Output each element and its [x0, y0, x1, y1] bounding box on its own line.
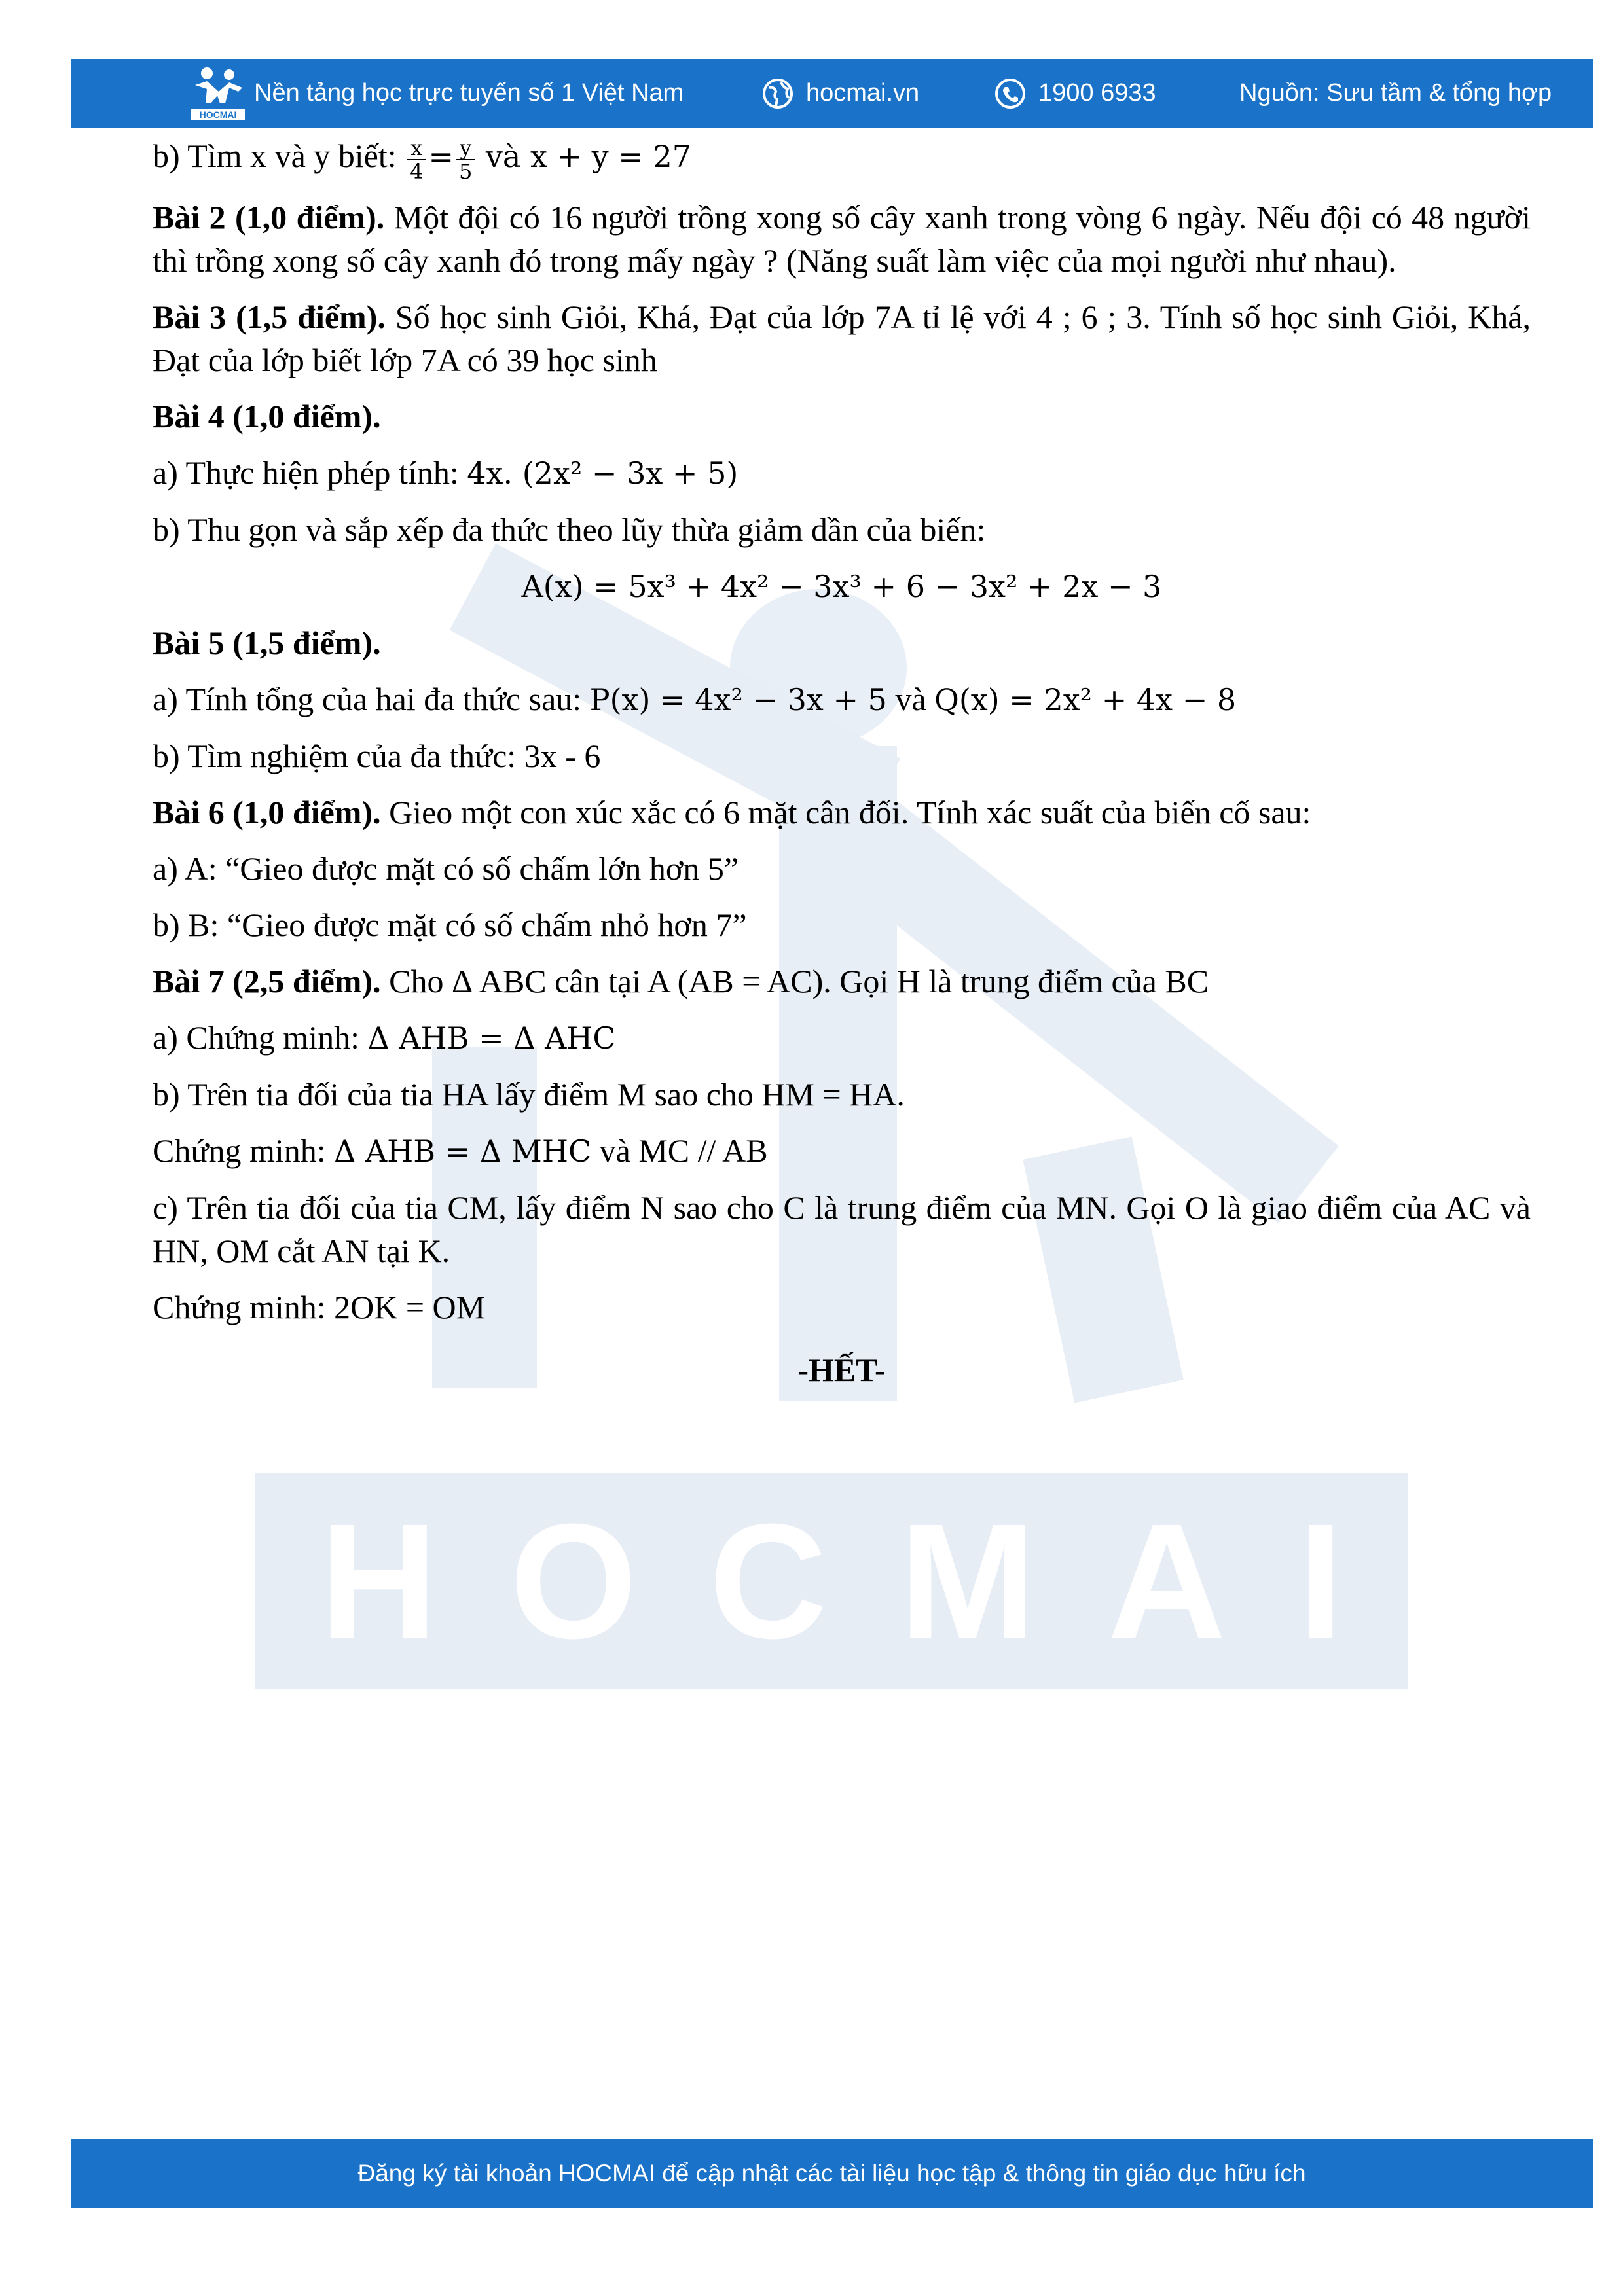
bai-5-title: Bài 5 (1,5 điểm).	[153, 624, 381, 661]
bai-5b: b) Tìm nghiệm của đa thức: 3x - 6	[153, 737, 601, 774]
question-1b: b) Tìm x và y biết: $\frac{x}{4}$ = $\frac{y}{5}$ và x + y = 27	[153, 135, 691, 184]
bai-6-title: Bài 6 (1,0 điểm).	[153, 793, 381, 831]
bai-7b: b) Trên tia đối của tia HA lấy điểm M sao cho HM = HA.	[153, 1075, 905, 1113]
phone-icon	[994, 77, 1027, 110]
bai-4b-expression: A(x) = 5x³ + 4x² − 3x³ + 6 − 3x² + 2x − 3	[521, 568, 1162, 604]
hocmai-logo-icon	[182, 65, 254, 123]
bai-4-title: Bài 4 (1,0 điểm).	[153, 397, 381, 435]
bai-6b: b) B: “Gieo được mặt có số chấm nhỏ hơn 7”	[153, 906, 747, 943]
bai-4a: a) Thực hiện phép tính: 4x. (2x² − 3x + 5)	[153, 454, 739, 491]
globe-icon	[761, 77, 794, 110]
bai-7a: a) Chứng minh: Δ AHB = Δ AHC	[153, 1018, 616, 1056]
bai-4b: b) Thu gọn và sắp xếp đa thức theo lũy thừa giảm dần của biến:	[153, 511, 986, 548]
footer-text: Đăng ký tài khoản HOCMAI để cập nhật các tài liệu học tập & thông tin giáo dục hữu ích	[357, 2159, 1306, 2187]
header-website[interactable]: hocmai.vn	[761, 59, 919, 128]
header-slogan: Nền tảng học trực tuyến số 1 Việt Nam	[254, 79, 684, 107]
svg-text:HOCMAI: HOCMAI	[199, 109, 237, 120]
footer-bar[interactable]	[71, 2139, 1593, 2208]
header-source: Nguồn: Sưu tầm & tổng hợp	[1239, 79, 1552, 107]
bai-5a: a) Tính tổng của hai đa thức sau: P(x) = 4x² − 3x + 5 và Q(x) = 2x² + 4x − 8	[153, 680, 1237, 717]
fraction-y-over-5: $\frac{y}{5}$	[456, 137, 475, 183]
bai-6: Bài 6 (1,0 điểm). Gieo một con xúc xắc có 6 mặt cân đối. Tính xác suất của biến cố sau:	[153, 793, 1311, 831]
watermark-text: HOCMAI	[319, 1489, 1415, 1672]
bai-7c-proof: Chứng minh: 2OK = OM	[153, 1288, 486, 1325]
bai-7c: c) Trên tia đối của tia CM, lấy điểm N sao cho C là trung điểm của MN. Gọi O là giao điểm của AC và HN, OM cắt AN tại K.	[153, 1189, 1531, 1269]
header-bar	[71, 59, 1593, 128]
header-phone[interactable]: 1900 6933	[994, 59, 1156, 128]
fraction-x-over-4: $\frac{x}{4}$	[407, 137, 426, 183]
bai-3	[153, 295, 1531, 382]
bai-2-text: Một đội có 16 người trồng xong số cây xanh trong vòng 6 ngày. Nếu đội có 48 người thì trồng xong số cây xanh đó trong mấy ngày ? (Năng suất làm việc của mọi người như nhau).	[153, 198, 1531, 279]
watermark-band	[255, 1473, 1415, 1689]
bai-2	[153, 196, 1531, 282]
bai-2-title: Bài 2 (1,0 điểm).	[153, 198, 385, 236]
bai-7: Bài 7 (2,5 điểm). Cho Δ ABC cân tại A (AB = AC). Gọi H là trung điểm của BC	[153, 962, 1209, 999]
bai-7-title: Bài 7 (2,5 điểm).	[153, 962, 381, 999]
bai-3-text: Số học sinh Giỏi, Khá, Đạt của lớp 7A tỉ lệ với 4 ; 6 ; 3. Tính số học sinh Giỏi, Khá, Đạt của lớp biết lớp 7A có 39 học sinh	[153, 298, 1531, 378]
document-body	[153, 134, 1531, 1424]
bai-3-title: Bài 3 (1,5 điểm).	[153, 298, 386, 335]
bai-6a: a) A: “Gieo được mặt có số chấm lớn hơn 5”	[153, 850, 739, 887]
bai-7b-proof: Chứng minh: Δ AHB = Δ MHC và MC // AB	[153, 1132, 768, 1169]
end-marker: -HẾT-	[797, 1351, 886, 1388]
